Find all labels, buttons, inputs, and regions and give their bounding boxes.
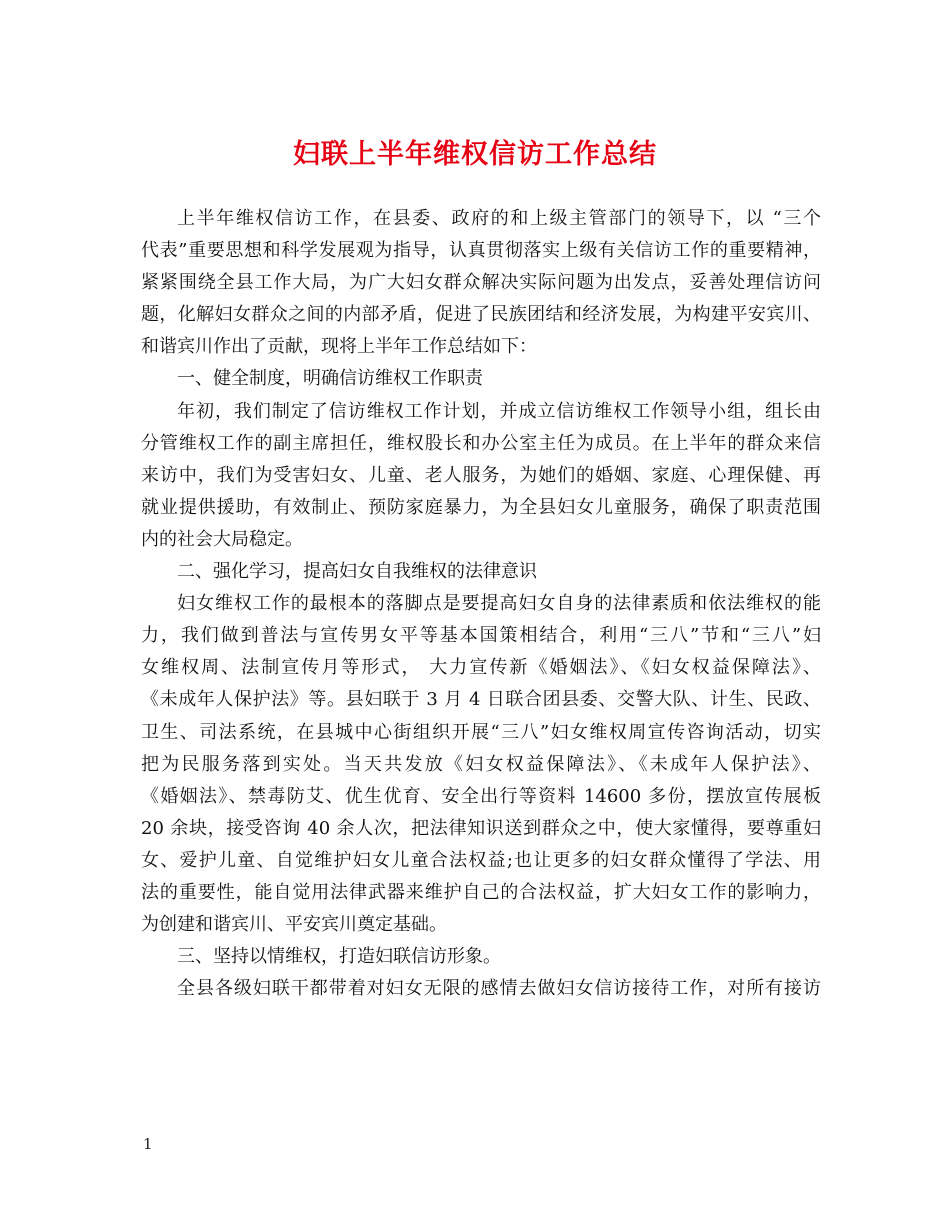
text-line: 女维权周、法制宣传月等形式， 大力宣传新《婚姻法》、《妇女权益保障法》、 xyxy=(141,657,821,679)
text-line: 就业提供援助，有效制止、预防家庭暴力，为全县妇女儿童服务，确保了职责范围 xyxy=(141,496,821,518)
text-line: 内的社会大局稳定。 xyxy=(141,528,303,550)
text-line: 和谐宾川作出了贡献，现将上半年工作总结如下： xyxy=(141,336,537,358)
text-line: 《未成年人保护法》等。县妇联于 3 月 4 日联合团县委、交警大队、计生、民政、 xyxy=(141,689,821,711)
document-body xyxy=(141,203,821,1005)
document-title: 妇联上半年维权信访工作总结 xyxy=(293,139,657,170)
text-line: 女、爱护儿童、自觉维护妇女儿童合法权益;也让更多的妇女群众懂得了学法、用 xyxy=(141,849,821,871)
text-line: 年初，我们制定了信访维权工作计划，并成立信访维权工作领导小组，组长由 xyxy=(177,400,821,422)
text-line: 法的重要性，能自觉用法律武器来维护自己的合法权益，扩大妇女工作的影响力， xyxy=(141,881,821,903)
text-line: 把为民服务落到实处。当天共发放《妇女权益保障法》、《未成年人保护法》、 xyxy=(141,753,821,775)
text-line: 卫生、司法系统，在县城中心街组织开展“三八”妇女维权周宣传咨询活动，切实 xyxy=(141,721,821,743)
text-line: 为创建和谐宾川、平安宾川奠定基础。 xyxy=(141,914,447,936)
text-line: 题，化解妇女群众之间的内部矛盾，促进了民族团结和经济发展，为构建平安宾川、 xyxy=(141,304,821,326)
text-line: 妇女维权工作的最根本的落脚点是要提高妇女自身的法律素质和依法维权的能 xyxy=(177,593,821,615)
text-line: 代表”重要思想和科学发展观为指导，认真贯彻落实上级有关信访工作的重要精神， xyxy=(141,240,821,262)
text-line: 《婚姻法》、禁毒防艾、优生优育、安全出行等资料 14600 多份，摆放宣传展板 xyxy=(141,785,821,807)
text-line: 二、强化学习，提高妇女自我维权的法律意识 xyxy=(177,561,537,583)
text-line: 全县各级妇联干都带着对妇女无限的感情去做妇女信访接待工作，对所有接访 xyxy=(177,978,821,1000)
text-line: 力，我们做到普法与宣传男女平等基本国策相结合，利用“三八”节和“三八”妇 xyxy=(141,625,821,647)
text-line: 紧紧围绕全县工作大局，为广大妇女群众解决实际问题为出发点，妥善处理信访问 xyxy=(141,272,821,294)
text-line: 分管维权工作的副主席担任，维权股长和办公室主任为成员。在上半年的群众来信 xyxy=(141,432,821,454)
text-line: 上半年维权信访工作，在县委、政府的和上级主管部门的领导下，以 “三个 xyxy=(177,208,821,229)
text-line: 来访中，我们为受害妇女、儿童、老人服务，为她们的婚姻、家庭、心理保健、再 xyxy=(141,464,821,486)
text-line: 一、健全制度，明确信访维权工作职责 xyxy=(177,368,483,390)
text-line: 20 余块，接受咨询 40 余人次，把法律知识送到群众之中，使大家懂得，要尊重妇 xyxy=(141,817,821,839)
page-number: 1 xyxy=(143,1135,153,1153)
text-line: 三、坚持以情维权，打造妇联信访形象。 xyxy=(177,946,501,968)
